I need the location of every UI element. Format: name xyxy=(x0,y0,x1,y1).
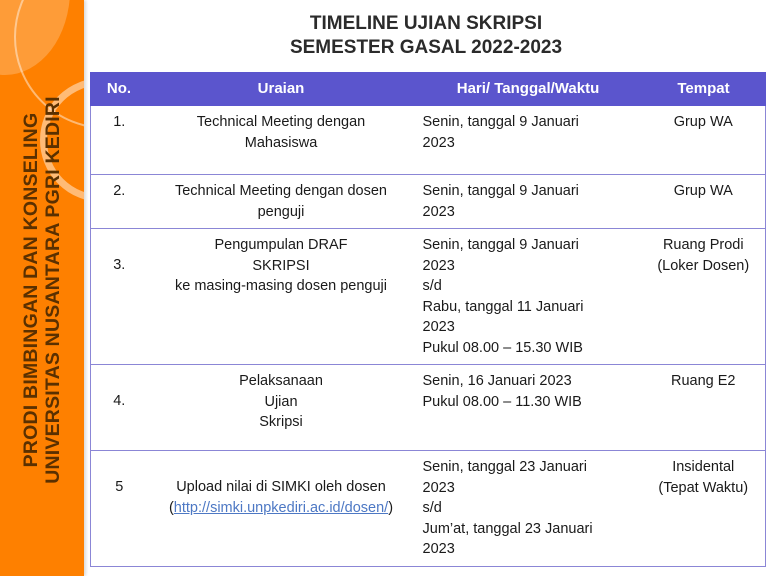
table-row xyxy=(91,175,766,229)
place-line: (Loker Dosen) xyxy=(657,257,750,274)
table-row xyxy=(91,229,766,365)
row-number: 4. xyxy=(91,365,148,451)
row-date xyxy=(415,365,642,451)
description-line: Pengumpulan DRAF xyxy=(214,237,348,253)
description-line: ke masing-masing dosen penguji xyxy=(175,278,387,294)
table-row xyxy=(91,106,766,175)
date-line: 2023 xyxy=(422,257,455,274)
row-number: 1. xyxy=(91,106,148,175)
row-place xyxy=(642,451,766,567)
row-number: 5 xyxy=(91,451,148,567)
table-header-row xyxy=(91,73,766,106)
place-line: Grup WA xyxy=(673,183,733,199)
row-place xyxy=(642,106,766,175)
date-line: Senin, tanggal 9 Januari xyxy=(422,237,579,253)
row-place xyxy=(642,365,766,451)
date-line: 2023 xyxy=(422,203,455,220)
description-line: Pelaksanaan xyxy=(239,373,323,389)
description-line: Technical Meeting dengan xyxy=(196,114,366,130)
place-line: Insidental xyxy=(672,459,735,475)
description-link-line xyxy=(156,498,407,519)
timeline-table xyxy=(90,72,766,567)
date-line: s/d xyxy=(422,278,442,294)
date-line: Senin, tanggal 23 Januari xyxy=(422,459,587,475)
date-line: Pukul 08.00 – 11.30 WIB xyxy=(422,393,582,410)
row-date xyxy=(415,451,642,567)
row-description xyxy=(148,451,415,567)
title-line-1: TIMELINE UJIAN SKRIPSI xyxy=(309,13,543,34)
row-number: 2. xyxy=(91,175,148,229)
date-line: 2023 xyxy=(422,541,455,557)
row-date xyxy=(415,106,642,175)
row-description xyxy=(148,175,415,229)
date-line: Pukul 08.00 – 15.30 WIB xyxy=(422,339,583,356)
institution-label xyxy=(20,96,64,484)
row-date xyxy=(415,229,642,365)
table-row xyxy=(91,451,766,567)
title-line-2: SEMESTER GASAL 2022-2023 xyxy=(289,37,563,58)
header-uraian: Uraian xyxy=(148,73,415,106)
department-name: PRODI BIMBINGAN DAN KONSELING xyxy=(20,112,42,468)
header-tempat: Tempat xyxy=(642,73,766,106)
paren-close: ) xyxy=(388,499,394,516)
row-date xyxy=(415,175,642,229)
row-number: 3. xyxy=(91,229,148,365)
place-line: Grup WA xyxy=(673,114,733,130)
date-line: Jum’at, tanggal 23 Januari xyxy=(422,520,593,537)
date-line: Senin, tanggal 9 Januari xyxy=(422,114,579,130)
date-line: Senin, 16 Januari 2023 xyxy=(422,373,572,389)
description-line: Technical Meeting dengan dosen xyxy=(174,183,387,199)
date-line: 2023 xyxy=(422,319,455,335)
description-line: Ujian xyxy=(264,393,298,410)
place-line: Ruang E2 xyxy=(671,373,736,389)
description-line: penguji xyxy=(257,203,305,220)
header-no: No. xyxy=(91,73,148,106)
place-line: Ruang Prodi xyxy=(662,237,744,253)
row-description xyxy=(148,229,415,365)
place-line: (Tepat Waktu) xyxy=(658,479,749,496)
row-place xyxy=(642,229,766,365)
date-line: 2023 xyxy=(422,479,455,496)
description-line: Mahasiswa xyxy=(244,134,318,151)
paren-open: ( xyxy=(168,499,174,516)
date-line: 2023 xyxy=(422,134,455,151)
page-title xyxy=(84,12,768,60)
header-date: Hari/ Tanggal/Waktu xyxy=(415,73,642,106)
description-line: SKRIPSI xyxy=(252,257,310,274)
row-place xyxy=(642,175,766,229)
row-description xyxy=(148,365,415,451)
table-row xyxy=(91,365,766,451)
simki-link[interactable]: http://simki.unpkediri.ac.id/dosen/ xyxy=(173,499,389,516)
university-name: UNIVERSITAS NUSANTARA PGRI KEDIRI xyxy=(42,96,64,484)
date-line: s/d xyxy=(422,500,442,516)
date-line: Rabu, tanggal 11 Januari xyxy=(422,298,584,315)
row-description xyxy=(148,106,415,175)
description-line: Skripsi xyxy=(259,414,303,430)
date-line: Senin, tanggal 9 Januari xyxy=(422,183,579,199)
description-line: Upload nilai di SIMKI oleh dosen xyxy=(176,479,386,495)
sidebar-banner xyxy=(0,0,84,576)
